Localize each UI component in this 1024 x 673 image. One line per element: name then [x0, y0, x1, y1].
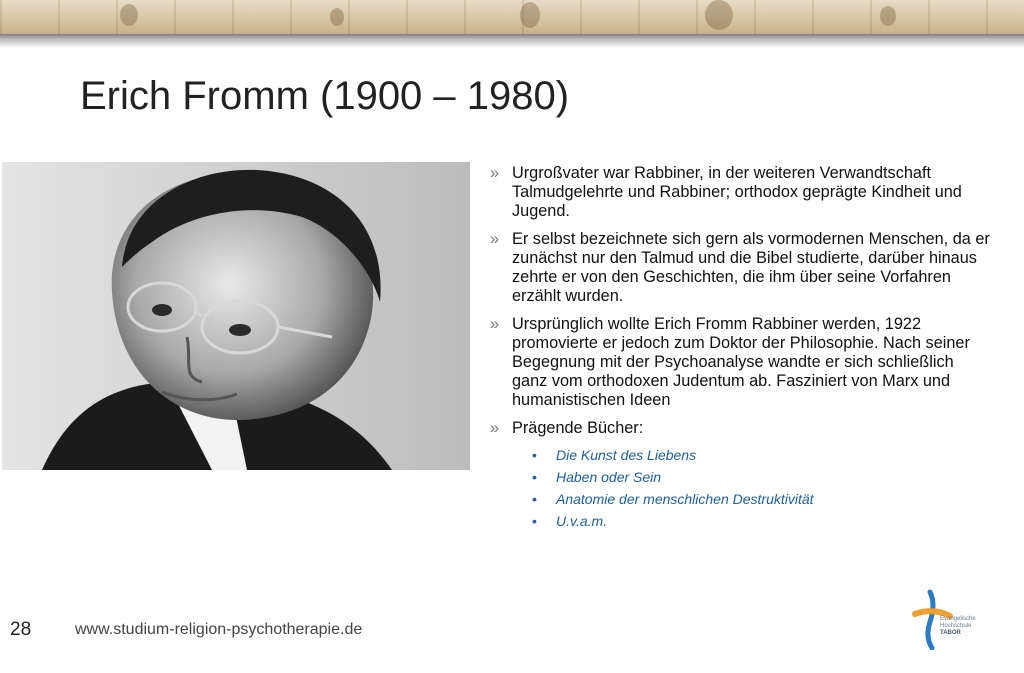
bullet-item	[490, 230, 990, 306]
logo-text	[940, 616, 976, 637]
bullet-marker: »	[490, 315, 500, 333]
footer-url[interactable]: www.studium-religion-psychotherapie.de	[75, 621, 363, 638]
bullet-item	[490, 164, 990, 221]
book-title[interactable]: Haben oder Sein	[556, 469, 662, 485]
logo-line: Evangelische	[940, 616, 976, 622]
bullet-text: Ursprünglich wollte Erich Fromm Rabbiner werden, 1922 promovierte er jedoch zum Doktor der Philosophie. Nach seiner Begegnung mit der Psychoanalyse wandte er sich schließlich ganz vom orthodoxen Judentum ab. Fasziniert von Marx und humanistischen Ideen	[512, 315, 970, 409]
book-title[interactable]: U.v.a.m.	[556, 513, 608, 529]
bullet-text: Urgroßvater war Rabbiner, in der weiteren Verwandtschaft Talmudgelehrte und Rabbiner; orthodox geprägte Kindheit und Jugend.	[512, 164, 962, 220]
slide-content	[490, 164, 990, 541]
logo-line: Hochschule	[940, 623, 972, 629]
bullet-item	[490, 315, 990, 410]
book-list	[512, 444, 990, 532]
sub-bullet-marker: •	[532, 513, 537, 529]
book-title[interactable]: Anatomie der menschlichen Destruktivität	[556, 491, 814, 507]
sub-bullet-marker: •	[532, 447, 537, 463]
book-item[interactable]	[532, 444, 990, 466]
bullet-marker: »	[490, 164, 500, 182]
bullet-marker: »	[490, 419, 500, 437]
bullet-text: Prägende Bücher:	[512, 419, 644, 437]
logo-line: TABOR	[940, 630, 961, 636]
book-item[interactable]	[532, 488, 990, 510]
slide-title: Erich Fromm (1900 – 1980)	[80, 74, 570, 118]
book-title[interactable]: Die Kunst des Liebens	[556, 447, 697, 463]
banner-shadow	[0, 34, 1024, 48]
sub-bullet-marker: •	[532, 469, 537, 485]
book-item[interactable]	[532, 510, 990, 532]
page-number: 28	[10, 619, 32, 640]
book-item[interactable]	[532, 466, 990, 488]
header-stone-banner	[0, 0, 1024, 34]
bullet-marker: »	[490, 230, 500, 248]
portrait-photo	[2, 162, 470, 470]
bullet-list	[490, 164, 990, 532]
sub-bullet-marker: •	[532, 491, 537, 507]
bullet-item	[490, 419, 990, 532]
bullet-text: Er selbst bezeichnete sich gern als vormodernen Menschen, da er zunächst nur den Talmud und die Bibel studierte, darüber hinaus zehrte er von den Geschichten, die ihm über seine Vorfahren erzählt wurden.	[512, 230, 990, 305]
portrait-illustration	[2, 162, 470, 470]
